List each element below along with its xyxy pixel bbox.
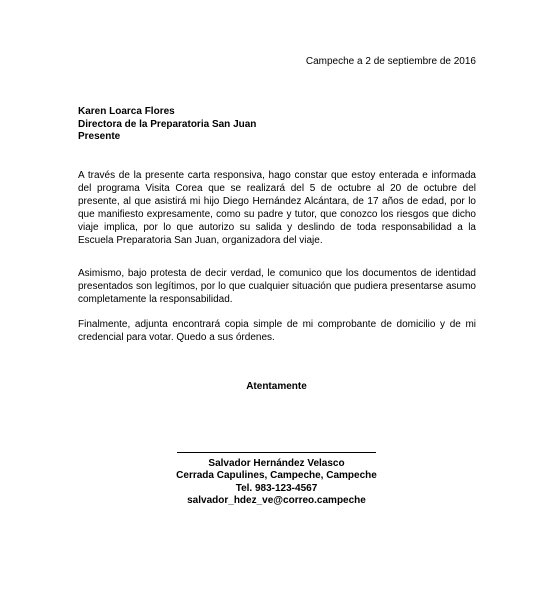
signer-email: salvador_hdez_ve@correo.campeche — [187, 494, 366, 506]
signature-line — [177, 452, 376, 453]
body-paragraph-1: A través de la presente carta responsiva, hago constar que estoy enterada e informada del programa Visita Corea que se realizará del 5 de octubre al 20 de octubre del presente, al que asistirá mi hijo Diego Hernández Alcántara, de 17 años de edad, por lo que manifiesto expresamente, como su padre y tutor, que conozco los riesgos que dicho viaje implica, por lo que autorizo su salida y deslindo de toda responsabilidad a la Escuela Preparatoria San Juan, organizadora del viaje. — [78, 170, 476, 246]
signer-address: Cerrada Capulines, Campeche, Campeche — [176, 470, 377, 482]
signer-name: Salvador Hernández Velasco — [208, 458, 345, 469]
recipient-name: Karen Loarca Flores — [78, 106, 175, 117]
signature-block — [0, 458, 553, 507]
closing-salutation: Atentamente — [246, 381, 307, 392]
body-paragraph-3: Finalmente, adjunta encontrará copia simple de mi comprobante de domicilio y de mi credencial para votar. Quedo a sus órdenes. — [78, 319, 476, 343]
body-paragraph-2: Asimismo, bajo protesta de decir verdad, le comunico que los documentos de identidad presentados son legítimos, por lo que cualquier situación que pudiera presentarse asumo completamente la responsabilidad. — [78, 268, 476, 305]
recipient-title: Directora de la Preparatoria San Juan — [78, 118, 257, 130]
recipient-block — [78, 106, 256, 144]
recipient-presente: Presente — [78, 131, 121, 142]
signer-phone: Tel. 983-123-4567 — [235, 482, 318, 494]
date-line: Campeche a 2 de septiembre de 2016 — [305, 56, 476, 67]
